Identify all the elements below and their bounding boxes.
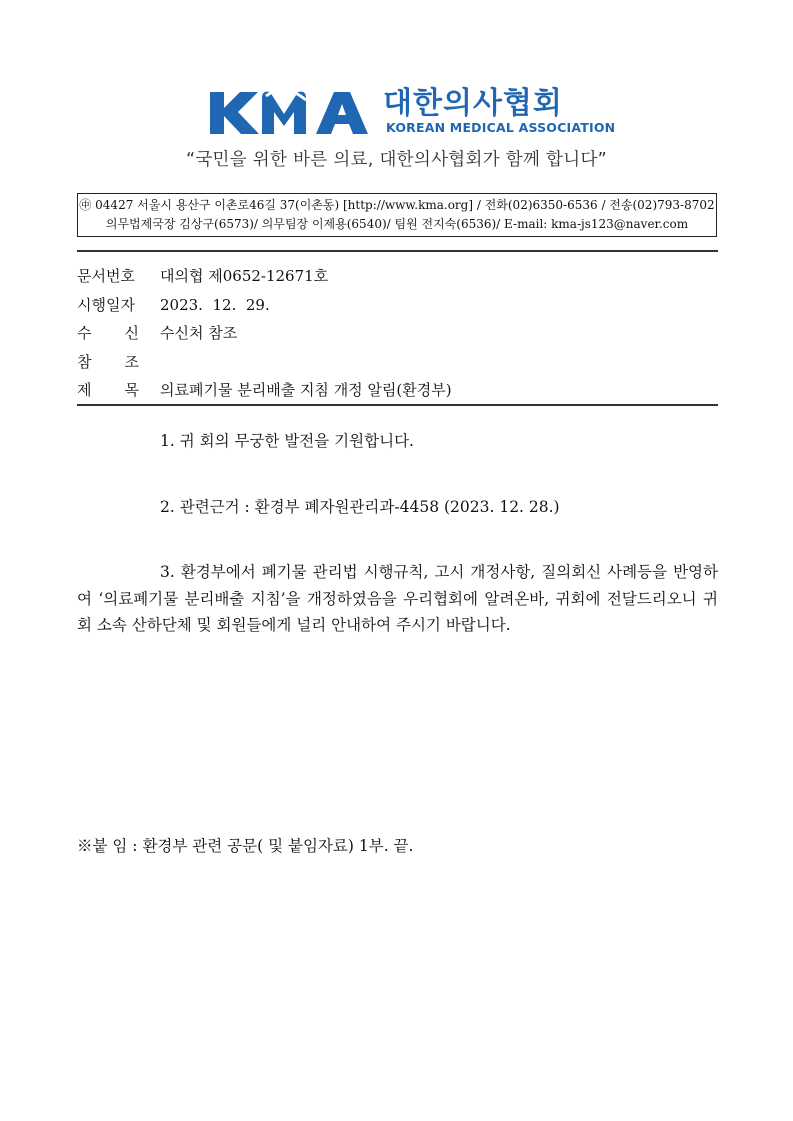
- contact-address-line: ㊥ 04427 서울시 용산구 이촌로46길 37(이촌동) [http://www.kma.org] / 전화(02)6350-6536 / 전송(02)793-8702: [79, 198, 715, 212]
- contact-box: [77, 193, 717, 237]
- reference-label-b: 조: [124, 352, 139, 371]
- subject-label-a: 제: [77, 381, 92, 399]
- attachment-note: ※붙 임 : 환경부 관련 공문( 및 붙임자료) 1부. 끝.: [77, 837, 414, 855]
- reference-label: [77, 348, 139, 377]
- body-paragraph-2: 2. 관련근거 : 환경부 폐자원관리과-4458 (2023. 12. 28.): [160, 498, 560, 516]
- reference-label-a: 참: [77, 352, 92, 371]
- recipient-label: [77, 319, 139, 348]
- association-korean-name: 대한의사협회: [383, 86, 563, 121]
- meta-row-reference: [77, 348, 452, 377]
- meta-row-subject: [77, 376, 452, 405]
- meta-row-doc-no: [77, 262, 452, 291]
- subject-value: 의료폐기물 분리배출 지침 개정 알림(환경부): [160, 381, 452, 399]
- recipient-label-a: 수: [77, 324, 92, 342]
- meta-row-date: [77, 291, 452, 320]
- document-meta: [77, 262, 452, 405]
- subject-label: [77, 376, 139, 405]
- date-label: 시행일자: [77, 295, 135, 314]
- kma-logo-mark: [210, 84, 382, 138]
- subject-label-b: 목: [124, 381, 139, 399]
- association-english-name: KOREAN MEDICAL ASSOCIATION: [386, 120, 616, 135]
- recipient-value: 수신처 참조: [160, 324, 238, 342]
- contact-staff-line: 의무법제국장 김상구(6573)/ 의무팀장 이제용(6540)/ 팀원 전지숙(6536)/ E-mail: kma-js123@naver.com: [105, 217, 689, 231]
- top-divider: [77, 250, 718, 252]
- meta-divider: [77, 404, 718, 406]
- date-value: 2023. 12. 29.: [160, 295, 270, 314]
- recipient-label-b: 신: [124, 324, 139, 342]
- slogan: “국민을 위한 바른 의료, 대한의사협회가 함께 합니다”: [185, 150, 608, 170]
- letterhead: [0, 0, 793, 200]
- meta-row-recipient: [77, 319, 452, 348]
- doc-no-label: 문서번호: [77, 267, 135, 285]
- body-paragraph-1: 1. 귀 회의 무궁한 발전을 기원합니다.: [160, 432, 414, 450]
- body-paragraph-3: 3. 환경부에서 폐기물 관리법 시행규칙, 고시 개정사항, 질의회신 사례등을 반영하여 ‘의료폐기물 분리배출 지침’을 개정하였음을 우리협회에 알려온바, 귀회에 전달드리오니 귀 회 소속 산하단체 및 회원들에게 널리 안내하여 주시기 바랍니다.: [77, 563, 718, 634]
- doc-no-value: 대의협 제0652-12671호: [160, 267, 329, 285]
